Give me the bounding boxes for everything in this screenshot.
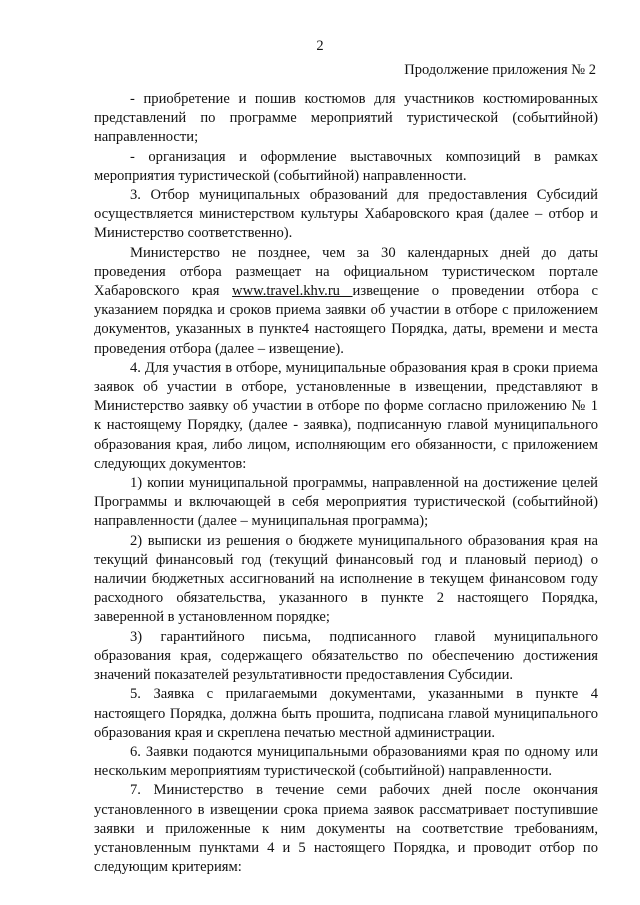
paragraph-item-3: 3. Отбор муниципальных образований для предоставления Субсидий осуществляется министерством культуры Хабаровского края (далее – отбор и Министерство соответственно). [94,187,598,242]
paragraph-announcement [94,244,598,359]
paragraph-doc-1: 1) копии муниципальной программы, направленной на достижение целей Программы и включающей в себя мероприятия туристической (событийной) направленности (далее – муниципальная программа); [94,475,598,530]
paragraph-doc-3: 3) гарантийного письма, подписанного главой муниципального образования края, содержащего обязательство по обеспечению достижения значений показателей результативности предоставления Субсидии. [94,628,598,684]
paragraph-item-6: 6. Заявки подаются муниципальными образованиями края по одному или нескольким мероприятиям туристической (событийной) направленности. [94,743,598,780]
paragraph-item-5: 5. Заявка с прилагаемыми документами, указанными в пункте 4 настоящего Порядка, должна быть прошита, подписана главой муниципального образования края и скреплена печатью местной администрации. [94,686,598,741]
travel-portal-link[interactable]: www.travel.khv.ru [232,283,353,300]
announcement-text-end: извещение о проведении отбора с указанием порядка и сроков приема заявки об участии в отборе с приложением документов, указанных в пункте4 настоящего Порядка, даты, времени и места проведения отбора (далее – извещение). [94,283,599,357]
paragraph-doc-2: 2) выписки из решения о бюджете муниципального образования края на текущий финансовый год (текущий финансовый год и плановый период) о наличии бюджетных ассигнований на исполнение в текущем финансовом году расходного обязательства, указанного в пункте 2 настоящего Порядка, заверенной в установленном порядке; [94,532,598,626]
paragraph-costumes: - приобретение и пошив костюмов для участников костюмированных представлений по программе мероприятий туристической (событийной) направленности; [94,91,598,146]
announcement-text-start: Министерство не позднее, чем за 30 календарных дней до даты проведения отбора размещает на официальном туристическом портале Хабаровского края [94,244,598,300]
paragraph-item-4: 4. Для участия в отборе, муниципальные образования края в сроки приема заявок об участии в отборе, установленные в извещении, представляют в Министерство заявку об участии в отборе по форме согласно приложению № 1 к настоящему Порядку, (далее - заявка), подписанную главой муниципального образования края, либо лицом, исполняющим его обязанности, с приложением следующих документов: [94,359,598,472]
page-number: 2 [316,38,324,54]
continuation-header: Продолжение приложения № 2 [404,62,596,78]
document-body [94,90,598,877]
paragraph-exhibition: - организация и оформление выставочных композиций в рамках мероприятия туристической (событийной) направленности. [94,148,598,184]
paragraph-item-7: 7. Министерство в течение семи рабочих дней после окончания установленного в извещении срока приема заявок рассматривает поступившие заявки и приложенные к ним документы на соответствие требованиям, установленным пунктами 4 и 5 настоящего Порядка, и проводит отбор по следующим критериям: [94,782,598,876]
